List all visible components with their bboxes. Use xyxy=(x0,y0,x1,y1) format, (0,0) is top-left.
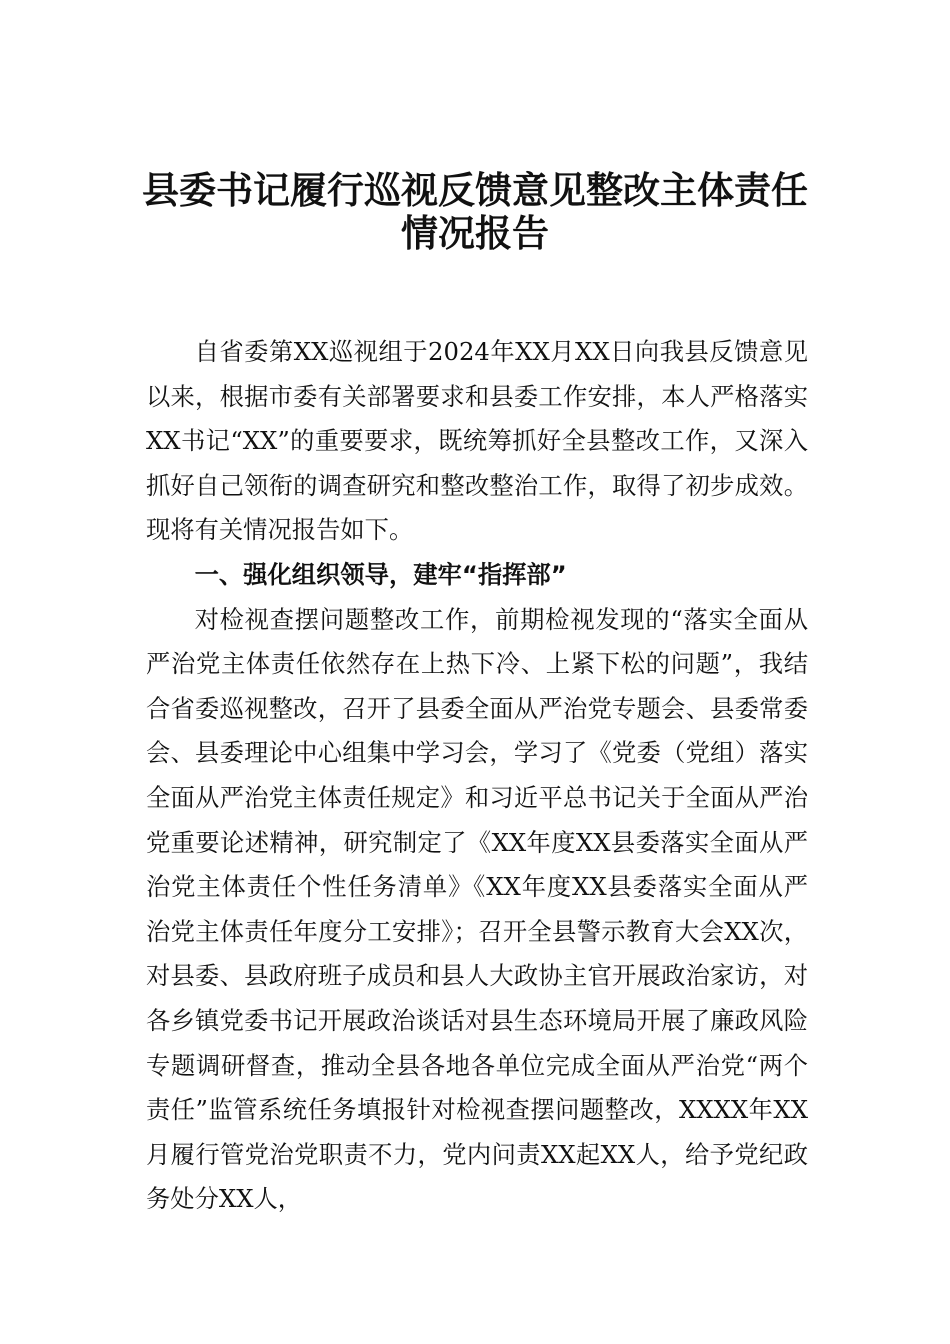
intro-paragraph: 自省委第XX巡视组于2024年XX月XX日向我县反馈意见以来，根据市委有关部署要求和县委工作安排，本人严格落实XX书记“XX”的重要要求，既统筹抓好全县整改工作，又深入抓好自己领衔的调查研究和整改整治工作，取得了初步成效。现将有关情况报告如下。 xyxy=(146,337,808,545)
section-heading-1: 一、强化组织领导，建牢“指挥部” xyxy=(194,559,567,589)
section-1-paragraph: 对检视查摆问题整改工作，前期检视发现的“落实全面从严治党主体责任依然存在上热下冷、上紧下松的问题”，我结合省委巡视整改，召开了县委全面从严治党专题会、县委常委会、县委理论中心组集中学习会，学习了《党委（党组）落实全面从严治党主体责任规定》和习近平总书记关于全面从严治党重要论述精神，研究制定了《XX年度XX县委落实全面从严治党主体责任个性任务清单》《XX年度XX县委落实全面从严治党主体责任年度分工安排》；召开全县警示教育大会XX次，对县委、县政府班子成员和县人大政协主官开展政治家访，对各乡镇党委书记开展政治谈话对县生态环境局开展了廉政风险专题调研督查，推动全县各地各单位完成全面从严治党“两个责任”监管系统任务填报针对检视查摆问题整改，XXXX年XX月履行管党治党职责不力，党内问责XX起XX人，给予党纪政务处分XX人， xyxy=(146,604,808,1214)
document-title-line-2: 情况报告 xyxy=(401,211,549,255)
document-title-line-1: 县委书记履行巡视反馈意见整改主体责任 xyxy=(142,168,808,212)
document-body xyxy=(146,330,808,1222)
